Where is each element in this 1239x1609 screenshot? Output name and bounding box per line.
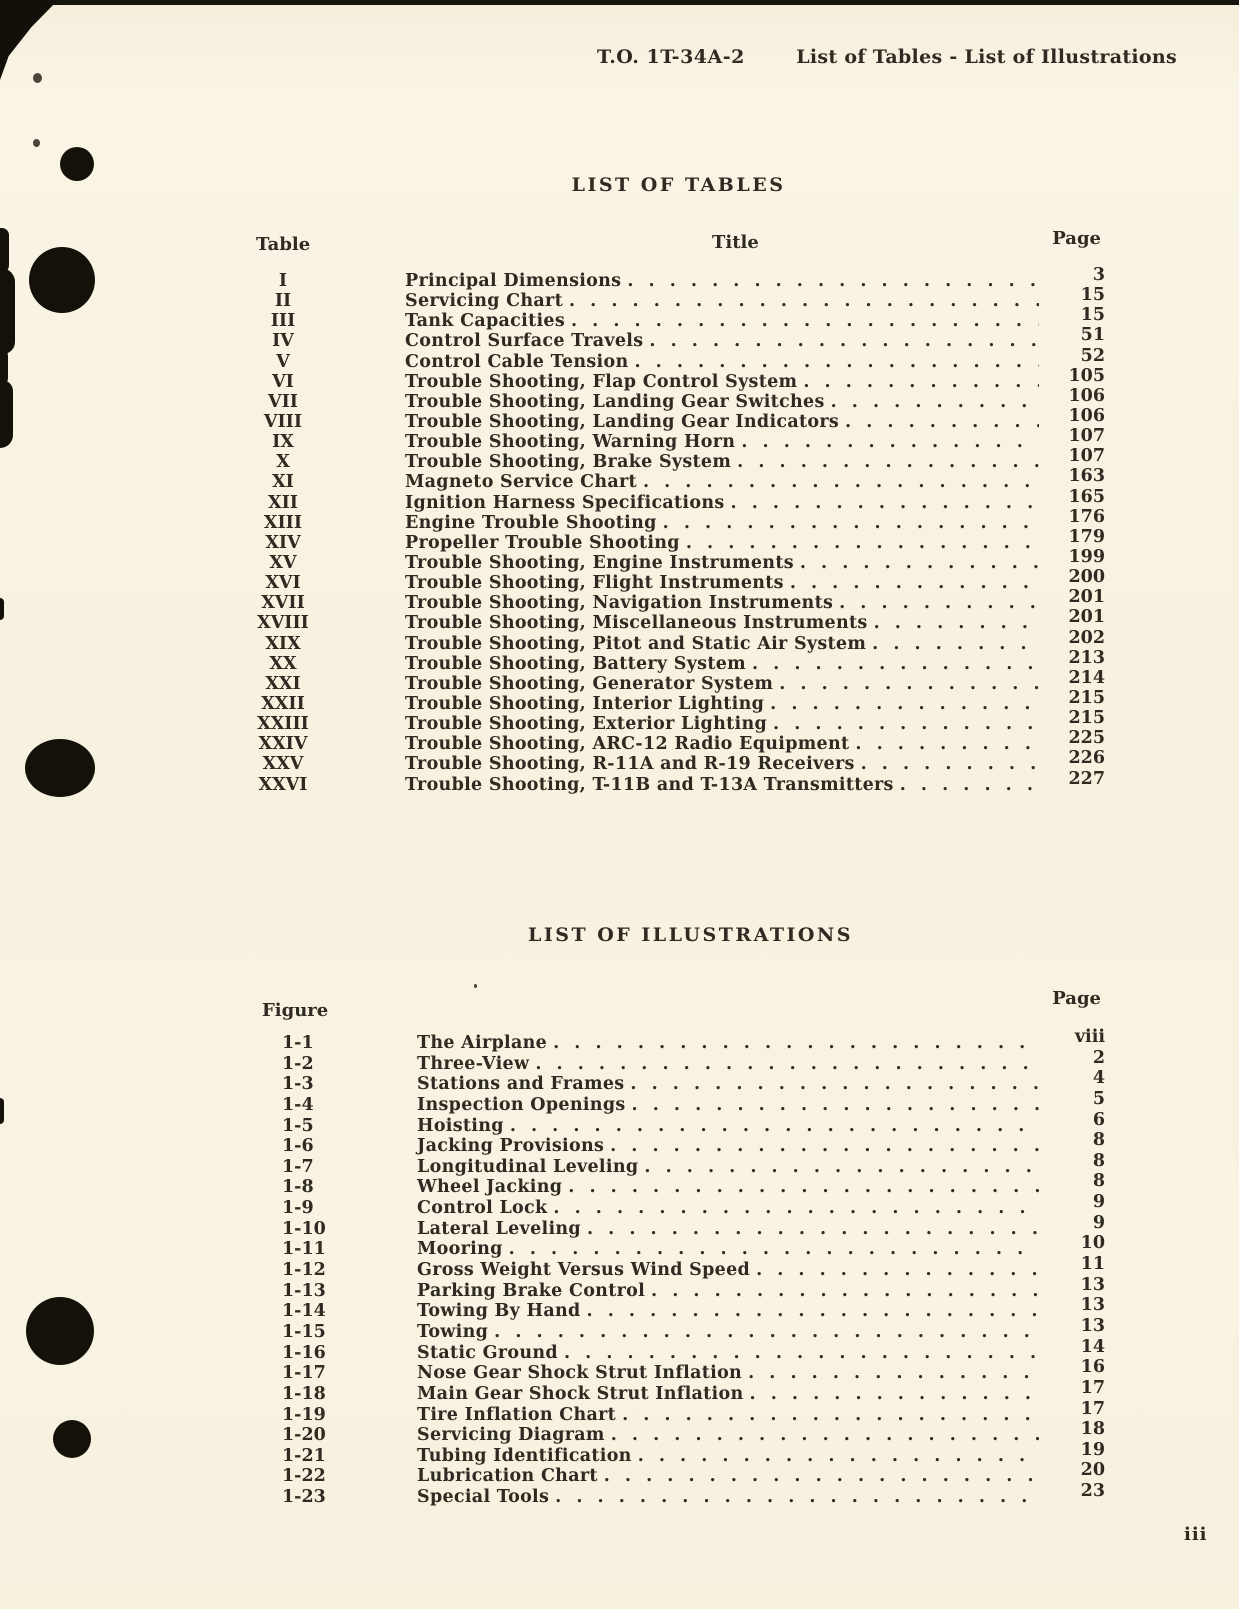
row-title: Control Surface Travels (405, 331, 644, 352)
row-number: XIX (265, 633, 301, 654)
row-number: XXIV (258, 734, 308, 755)
row-title: Trouble Shooting, ARC-12 Radio Equipment (405, 734, 850, 755)
row-page: viii (1074, 1027, 1105, 1047)
row-page: 23 (1080, 1481, 1105, 1502)
row-page: 8 (1092, 1150, 1105, 1171)
dot-leader (649, 331, 1039, 351)
row-page: 201 (1068, 607, 1105, 628)
dot-leader (651, 1281, 1039, 1302)
row-title: Tubing Identification (417, 1445, 632, 1466)
row-number: 1-10 (282, 1218, 326, 1239)
dot-leader (750, 1384, 1039, 1405)
dot-leader (635, 352, 1040, 372)
row-number: XXV (262, 754, 304, 775)
row-page: 15 (1080, 305, 1105, 326)
technical-order-number: T.O. 1T-34A-2 (597, 46, 745, 68)
row-number: 1-11 (282, 1239, 326, 1260)
dot-leader (494, 1322, 1039, 1343)
row-title: Nose Gear Shock Strut Inflation (417, 1363, 743, 1384)
table-row (252, 526, 1105, 553)
row-title: Towing (417, 1321, 489, 1342)
table-row (252, 305, 1105, 332)
table-row (252, 446, 1105, 473)
row-page: 51 (1080, 325, 1105, 346)
dot-leader (568, 1177, 1039, 1198)
table-row (252, 607, 1105, 634)
dot-leader (630, 1074, 1039, 1095)
dot-leader (627, 271, 1039, 291)
row-number: 1-22 (282, 1466, 326, 1487)
dot-leader (571, 311, 1039, 331)
row-number: 1-5 (282, 1115, 314, 1136)
row-title: Trouble Shooting, Brake System (405, 452, 732, 473)
row-title: Wheel Jacking (417, 1177, 563, 1198)
row-title: Parking Brake Control (417, 1280, 646, 1301)
figure-row (252, 1150, 1105, 1178)
row-title: Mooring (417, 1239, 503, 1260)
dot-leader (861, 754, 1039, 774)
row-page: 107 (1068, 426, 1105, 447)
row-title: Magneto Service Chart (405, 472, 637, 493)
row-page: 201 (1068, 587, 1105, 608)
list-of-tables-heading: LIST OF TABLES (571, 174, 786, 196)
list-of-illustrations-section (252, 924, 1105, 1508)
row-number: 1-16 (282, 1342, 326, 1363)
ink-speck-1 (33, 73, 42, 83)
dot-leader (622, 1405, 1039, 1426)
row-title: Lateral Leveling (417, 1218, 581, 1239)
column-header-title: Title (712, 232, 759, 253)
figure-row (252, 1315, 1105, 1343)
row-number: 1-18 (282, 1383, 326, 1404)
row-title: Engine Trouble Shooting (405, 512, 657, 533)
row-title: Principal Dimensions (405, 271, 622, 291)
row-page: 9 (1092, 1212, 1105, 1233)
dot-leader (779, 674, 1039, 694)
row-title: Tank Capacities (405, 311, 565, 332)
dot-leader (874, 613, 1039, 633)
row-number: 1-17 (282, 1363, 326, 1384)
row-page: 199 (1068, 546, 1105, 567)
table-row (252, 345, 1105, 372)
scan-edge-artifact-4 (0, 380, 13, 448)
row-number: XV (269, 552, 297, 573)
row-number: I (278, 271, 288, 291)
scan-edge-artifact-2 (0, 268, 15, 354)
table-row (252, 708, 1105, 735)
list-of-illustrations-heading: LIST OF ILLUSTRATIONS (527, 924, 854, 946)
dot-leader (604, 1466, 1039, 1487)
row-title: Trouble Shooting, Pitot and Static Air System (405, 633, 867, 654)
row-page: 8 (1092, 1130, 1105, 1151)
row-page: 215 (1068, 687, 1105, 708)
dot-leader (638, 1446, 1039, 1467)
row-title: Trouble Shooting, Landing Gear Indicators (405, 411, 840, 432)
dot-leader (741, 432, 1039, 452)
row-title: Trouble Shooting, Miscellaneous Instruments (405, 613, 868, 634)
row-title: Control Lock (417, 1198, 548, 1219)
row-page: 19 (1080, 1439, 1105, 1460)
dot-leader (748, 1363, 1039, 1384)
dot-leader (587, 1219, 1039, 1240)
row-number: 1-3 (282, 1074, 314, 1095)
dot-leader (737, 452, 1039, 472)
illustrations-rows (252, 1027, 1105, 1508)
row-number: 1-14 (282, 1301, 326, 1322)
row-number: IV (272, 331, 294, 352)
figure-row (252, 1295, 1105, 1322)
scan-corner-artifact (0, 0, 58, 80)
row-page: 202 (1068, 627, 1105, 648)
row-page: 106 (1068, 385, 1105, 406)
figure-row (252, 1212, 1105, 1240)
dot-leader (611, 1425, 1039, 1446)
dot-leader (553, 1198, 1039, 1219)
table-row (252, 285, 1105, 312)
dot-leader (632, 1095, 1039, 1116)
row-number: 1-7 (282, 1156, 314, 1177)
row-title: Towing By Hand (417, 1301, 581, 1322)
column-header-page: Page (1052, 988, 1101, 1009)
figure-row (252, 1088, 1105, 1116)
row-number: XXI (265, 673, 301, 694)
row-number: VIII (263, 411, 303, 432)
row-number: XXVI (258, 774, 308, 795)
column-header-table: Table (256, 234, 311, 255)
row-page: 13 (1080, 1274, 1105, 1295)
row-title: Trouble Shooting, Navigation Instruments (405, 593, 834, 614)
dot-leader (731, 493, 1039, 513)
row-number: 1-9 (282, 1198, 314, 1219)
dot-leader (686, 533, 1039, 553)
dot-leader (839, 593, 1039, 613)
row-number: VI (272, 371, 294, 392)
dot-leader (663, 513, 1039, 533)
row-number: XXII (261, 693, 305, 714)
dot-leader (569, 291, 1039, 311)
dot-leader (555, 1487, 1039, 1508)
row-page: 20 (1080, 1460, 1105, 1481)
figure-row (252, 1460, 1105, 1487)
table-row (252, 587, 1105, 614)
dot-leader (790, 573, 1039, 593)
table-row (252, 385, 1105, 412)
column-header-page: Page (1052, 228, 1101, 249)
column-header-figure: Figure (262, 1000, 329, 1021)
row-number: X (276, 452, 290, 473)
row-number: II (274, 291, 292, 312)
row-number: XVIII (257, 613, 309, 634)
dot-leader (872, 634, 1039, 654)
binder-hole-mark-4 (26, 1297, 94, 1365)
dot-leader (752, 654, 1039, 674)
row-page: 106 (1068, 405, 1105, 426)
row-title: Stations and Frames (417, 1074, 625, 1095)
row-title: Trouble Shooting, Engine Instruments (405, 552, 794, 573)
figure-row (252, 1481, 1105, 1508)
row-number: XX (269, 653, 297, 674)
dot-leader (773, 714, 1039, 734)
row-number: 1-12 (282, 1260, 326, 1281)
dot-leader (770, 694, 1039, 714)
row-page: 17 (1080, 1398, 1105, 1419)
table-row (252, 728, 1105, 755)
row-title: Trouble Shooting, Landing Gear Switches (405, 391, 825, 412)
table-row (252, 486, 1105, 513)
row-page: 17 (1080, 1377, 1105, 1398)
row-page: 227 (1068, 768, 1105, 789)
dot-leader (800, 553, 1039, 573)
tables-column-headers (252, 228, 1105, 258)
row-page: 214 (1068, 667, 1105, 688)
table-row (252, 567, 1105, 594)
row-number: XI (272, 472, 294, 493)
row-page: 163 (1068, 466, 1105, 487)
row-title: Jacking Provisions (417, 1136, 605, 1157)
row-title: Special Tools (417, 1487, 550, 1508)
row-page: 3 (1092, 265, 1105, 285)
dot-leader (845, 412, 1039, 432)
figure-row (252, 1233, 1105, 1260)
dot-leader (553, 1033, 1039, 1054)
row-page: 213 (1068, 647, 1105, 668)
table-row (252, 546, 1105, 573)
table-row (252, 768, 1105, 795)
dot-leader (644, 1157, 1039, 1178)
dot-leader (855, 734, 1039, 754)
row-page: 165 (1068, 486, 1105, 507)
row-page: 15 (1080, 285, 1105, 306)
table-row (252, 748, 1105, 775)
row-number: XXIII (257, 714, 309, 735)
row-title: Trouble Shooting, Interior Lighting (405, 693, 765, 714)
row-number: VII (268, 391, 298, 412)
row-page: 52 (1080, 345, 1105, 366)
page-number-folio: iii (1184, 1524, 1208, 1545)
row-title: Ignition Harness Specifications (405, 492, 725, 513)
dot-leader (900, 775, 1039, 795)
dot-leader (535, 1054, 1039, 1075)
row-page: 10 (1080, 1233, 1105, 1254)
row-title: Static Ground (417, 1342, 558, 1363)
row-page: 8 (1092, 1171, 1105, 1192)
row-title: Trouble Shooting, Warning Horn (405, 432, 736, 453)
figure-row (252, 1357, 1105, 1384)
dot-leader (509, 1239, 1039, 1260)
table-row (252, 466, 1105, 493)
row-page: 13 (1080, 1295, 1105, 1316)
row-page: 107 (1068, 446, 1105, 467)
row-number: 1-13 (282, 1280, 326, 1301)
row-number: 1-23 (282, 1487, 326, 1508)
row-title: Hoisting (417, 1115, 504, 1136)
row-title: Tire Inflation Chart (417, 1404, 617, 1425)
row-page: 6 (1092, 1109, 1105, 1130)
figure-row (252, 1171, 1105, 1198)
row-title: Longitudinal Leveling (417, 1156, 639, 1177)
figure-row (252, 1419, 1105, 1446)
tables-rows (252, 265, 1105, 795)
figure-row (252, 1109, 1105, 1137)
row-number: IX (272, 432, 294, 453)
row-title: Trouble Shooting, Exterior Lighting (405, 714, 768, 735)
row-page: 14 (1080, 1336, 1105, 1357)
figure-row (252, 1130, 1105, 1157)
row-page: 2 (1092, 1047, 1105, 1068)
row-title: Trouble Shooting, R-11A and R-19 Receivers (405, 754, 855, 775)
row-title: Lubrication Chart (417, 1466, 598, 1487)
figure-row (252, 1274, 1105, 1302)
row-page: 105 (1068, 365, 1105, 386)
table-row (252, 325, 1105, 352)
row-page: 225 (1068, 728, 1105, 749)
dot-leader (643, 472, 1039, 492)
figure-row (252, 1192, 1105, 1219)
row-page: 11 (1080, 1254, 1105, 1275)
figure-row (252, 1398, 1105, 1426)
table-row (252, 426, 1105, 453)
dot-leader (756, 1260, 1039, 1281)
row-number: XVI (265, 573, 301, 594)
figure-row (252, 1439, 1105, 1467)
row-page: 16 (1080, 1357, 1105, 1378)
row-page: 179 (1068, 526, 1105, 547)
table-row (252, 405, 1105, 432)
dot-leader (564, 1343, 1039, 1364)
binder-hole-mark-1 (60, 147, 94, 181)
row-number: 1-20 (282, 1425, 326, 1446)
figure-row (252, 1254, 1105, 1281)
row-title: Servicing Diagram (417, 1425, 605, 1446)
row-title: Trouble Shooting, T-11B and T-13A Transmitters (405, 774, 894, 795)
row-page: 215 (1068, 708, 1105, 729)
table-row (252, 627, 1105, 654)
row-number: 1-19 (282, 1404, 326, 1425)
row-title: Gross Weight Versus Wind Speed (417, 1260, 751, 1281)
scan-edge-artifact-6 (0, 1098, 4, 1124)
row-page: 18 (1080, 1419, 1105, 1440)
row-title: The Airplane (417, 1033, 548, 1053)
row-number: III (270, 311, 296, 332)
dot-leader (803, 372, 1039, 392)
binder-hole-mark-3 (25, 739, 95, 797)
row-title: Three-View (417, 1053, 530, 1074)
row-page: 176 (1068, 506, 1105, 527)
row-page: 226 (1068, 748, 1105, 769)
dot-leader (610, 1136, 1039, 1157)
row-page: 200 (1068, 567, 1105, 588)
row-title: Trouble Shooting, Generator System (405, 673, 774, 694)
row-number: 1-15 (282, 1321, 326, 1342)
table-row (252, 687, 1105, 714)
row-number: 1-6 (282, 1136, 314, 1157)
figure-row (252, 1068, 1105, 1095)
row-title: Trouble Shooting, Flap Control System (405, 371, 798, 392)
row-number: V (276, 351, 290, 372)
illustrations-column-headers (252, 988, 1105, 1021)
table-row (252, 365, 1105, 392)
table-row (252, 265, 1105, 291)
row-title: Inspection Openings (417, 1094, 626, 1115)
binder-hole-mark-5 (53, 1420, 91, 1458)
list-of-tables-section (252, 174, 1105, 795)
row-title: Main Gear Shock Strut Inflation (417, 1383, 744, 1404)
table-row (252, 667, 1105, 694)
row-title: Control Cable Tension (405, 351, 629, 372)
figure-row (252, 1336, 1105, 1364)
row-number: 1-1 (282, 1033, 314, 1053)
figure-row (252, 1027, 1105, 1054)
figure-row (252, 1047, 1105, 1075)
row-number: 1-4 (282, 1094, 314, 1115)
row-number: XIV (265, 532, 301, 553)
row-title: Trouble Shooting, Flight Instruments (405, 573, 784, 594)
scan-top-edge (0, 0, 1239, 5)
row-number: 1-21 (282, 1445, 326, 1466)
row-title: Trouble Shooting, Battery System (405, 653, 746, 674)
table-row (252, 647, 1105, 674)
row-number: 1-2 (282, 1053, 314, 1074)
row-title: Servicing Chart (405, 291, 563, 312)
row-number: XVII (261, 593, 305, 614)
dot-leader (510, 1116, 1039, 1137)
running-header-title: List of Tables - List of Illustrations (796, 46, 1177, 68)
row-number: XIII (263, 512, 303, 533)
row-number: XII (268, 492, 298, 513)
row-title: Propeller Trouble Shooting (405, 532, 680, 553)
row-page: 4 (1092, 1068, 1105, 1089)
table-row (252, 506, 1105, 533)
row-page: 9 (1092, 1192, 1105, 1213)
row-number: 1-8 (282, 1177, 314, 1198)
dot-leader (587, 1301, 1039, 1322)
ink-speck-2 (33, 139, 40, 147)
row-page: 13 (1080, 1315, 1105, 1336)
dot-leader (831, 392, 1039, 412)
figure-row (252, 1377, 1105, 1405)
binder-hole-mark-2 (29, 247, 95, 313)
scan-edge-artifact-5 (0, 598, 4, 620)
row-page: 5 (1092, 1088, 1105, 1109)
